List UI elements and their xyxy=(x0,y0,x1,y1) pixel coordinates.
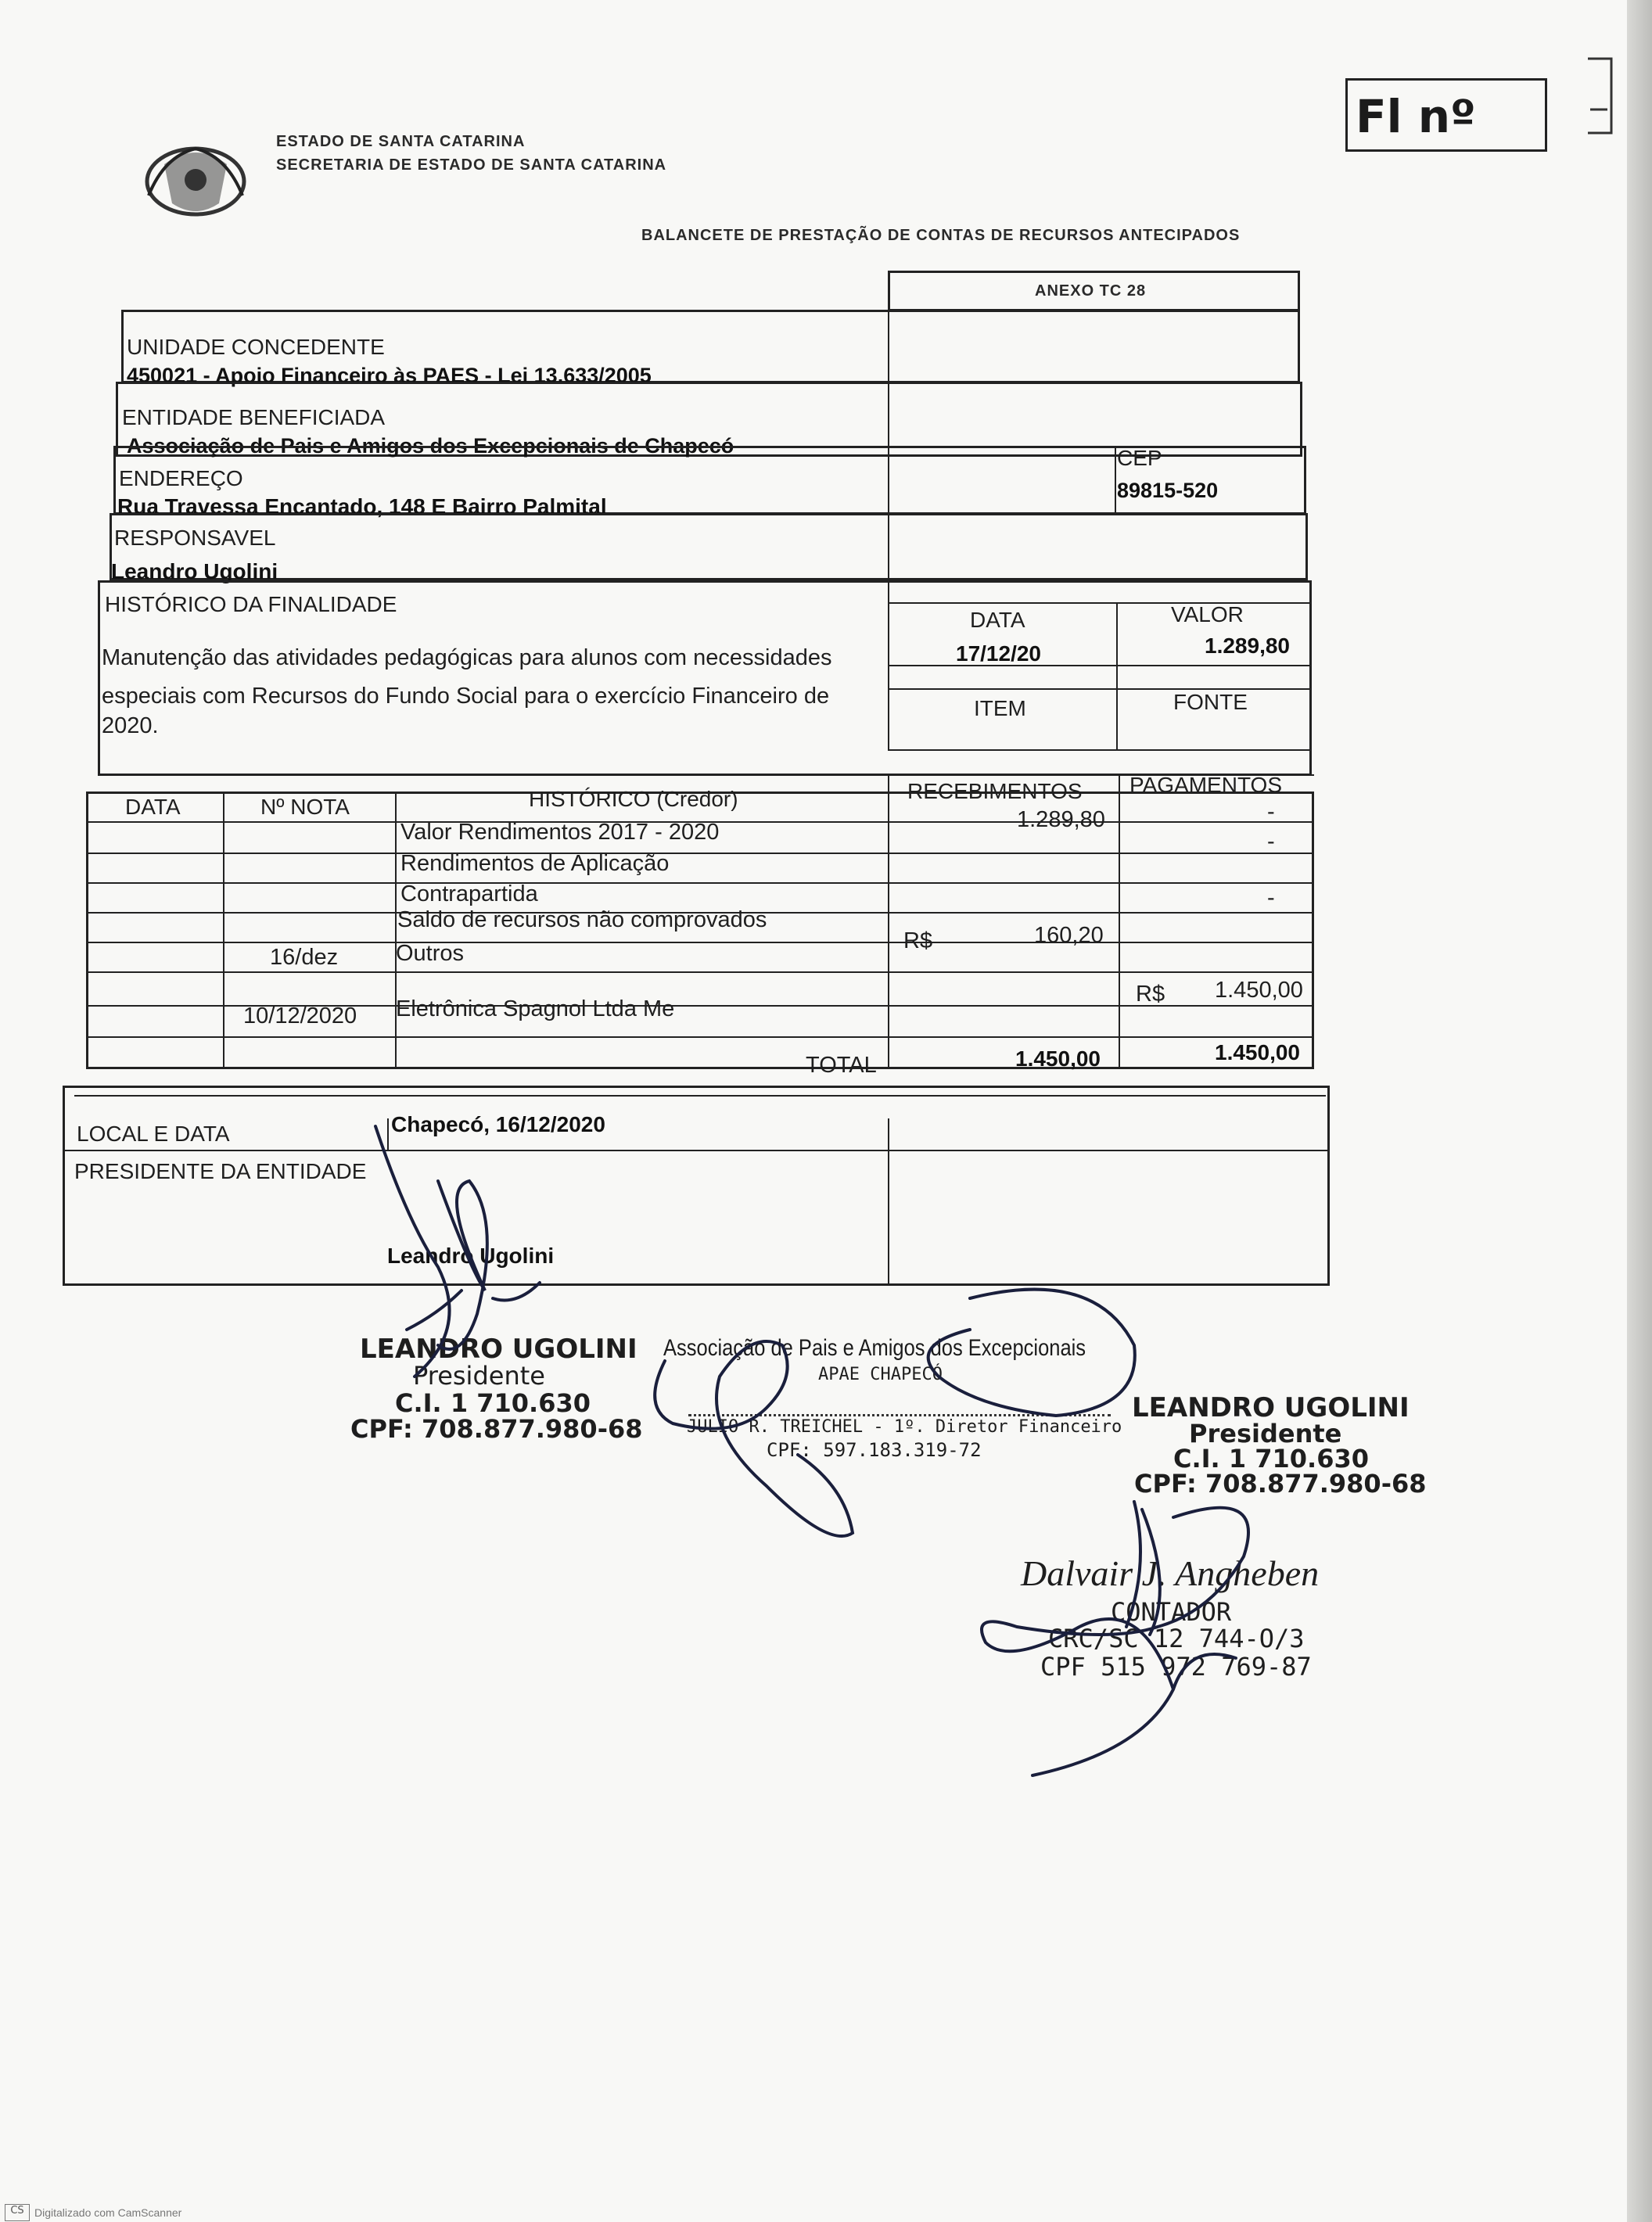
secretariat-name: SECRETARIA DE ESTADO DE SANTA CATARINA xyxy=(276,156,667,174)
endereco-label: ENDEREÇO xyxy=(119,466,243,490)
table-row-2-historico: Rendimentos de Aplicação xyxy=(400,851,670,876)
table-row-6-pagamentos: 1.450,00 xyxy=(1215,978,1303,1003)
contador-name: Dalvair J. Angheben xyxy=(1021,1553,1320,1593)
stamp-middle-abbr: APAE CHAPECÓ xyxy=(818,1365,943,1384)
historico-valor-label: VALOR xyxy=(1171,602,1244,626)
table-row-7-historico: Eletrônica Spagnol Ltda Me xyxy=(396,996,675,1021)
responsavel-value: Leandro Ugolini xyxy=(111,559,278,583)
entidade-label: ENTIDADE BENEFICIADA xyxy=(122,405,386,429)
cep-value: 89815-520 xyxy=(1117,479,1219,502)
cep-label: CEP xyxy=(1117,446,1162,470)
stamp-right-name: LEANDRO UGOLINI xyxy=(1132,1392,1410,1423)
total-recebimentos: 1.450,00 xyxy=(1015,1046,1101,1071)
stamp-left-name: LEANDRO UGOLINI xyxy=(360,1334,637,1365)
contador-role: CONTADOR xyxy=(1111,1597,1232,1627)
stamp-left-role: Presidente xyxy=(413,1361,545,1391)
contador-cpf: CPF 515 972 769-87 xyxy=(1040,1652,1312,1682)
stamp-left-ci: C.I. 1 710.630 xyxy=(395,1388,591,1418)
annex-label: ANEXO TC 28 xyxy=(1035,282,1147,300)
table-row-1-historico: Valor Rendimentos 2017 - 2020 xyxy=(400,820,720,845)
historico-label: HISTÓRICO DA FINALIDADE xyxy=(105,592,397,616)
unidade-label: UNIDADE CONCEDENTE xyxy=(127,335,385,359)
stamp-right-role: Presidente xyxy=(1189,1419,1342,1448)
col-header-historico: HISTÓRICO (Credor) xyxy=(529,787,738,811)
table-row-4-historico: Saldo de recursos não comprovados xyxy=(397,907,767,932)
presidente-name: Leandro Ugolini xyxy=(387,1244,555,1268)
total-pagamentos: 1.450,00 xyxy=(1215,1040,1300,1064)
presidente-label: PRESIDENTE DA ENTIDADE xyxy=(74,1159,367,1183)
table-row-7-nota: 10/12/2020 xyxy=(243,1003,357,1028)
table-row-5-rec-prefix: R$ xyxy=(903,928,933,953)
table-row-2-pagamentos: - xyxy=(1267,829,1275,854)
stamp-middle-cpf: CPF: 597.183.319-72 xyxy=(767,1439,982,1461)
page-edge xyxy=(1627,0,1652,2222)
stamp-middle-org: Associação de Pais e Amigos dos Excepcionais xyxy=(663,1335,1086,1361)
table-row-5-nota: 16/dez xyxy=(270,945,339,970)
contador-crc: CRC/SC 12 744-O/3 xyxy=(1048,1624,1305,1653)
camscanner-note: Digitalizado com CamScanner xyxy=(34,2206,182,2219)
historico-text-line-1: Manutenção das atividades pedagógicas para alunos com necessidades xyxy=(102,645,832,670)
responsavel-label: RESPONSAVEL xyxy=(114,526,276,550)
table-row-3-historico: Contrapartida xyxy=(400,881,538,906)
stamp-right-ci: C.I. 1 710.630 xyxy=(1173,1444,1369,1474)
col-header-data: DATA xyxy=(125,795,181,819)
col-header-recebimentos: RECEBIMENTOS xyxy=(907,779,1083,803)
unidade-value: 450021 - Apoio Financeiro às PAES - Lei 13.633/2005 xyxy=(127,364,652,387)
stamp-right-cpf: CPF: 708.877.980-68 xyxy=(1134,1469,1427,1499)
table-row-1-pagamentos: - xyxy=(1267,799,1275,824)
historico-item-label: ITEM xyxy=(974,696,1026,720)
historico-valor-value: 1.289,80 xyxy=(1205,634,1290,658)
historico-text-line-2: especiais com Recursos do Fundo Social para o exercício Financeiro de xyxy=(102,684,830,709)
historico-data-value: 17/12/20 xyxy=(956,641,1041,666)
local-value: Chapecó, 16/12/2020 xyxy=(391,1112,605,1136)
col-header-pagamentos: PAGAMENTOS xyxy=(1129,773,1283,797)
local-label: LOCAL E DATA xyxy=(77,1122,230,1146)
historico-text-line-3: 2020. xyxy=(102,713,159,738)
table-row-3-pagamentos: - xyxy=(1267,885,1275,910)
table-row-1-recebimentos: 1.289,80 xyxy=(1017,807,1105,832)
document-title: BALANCETE DE PRESTAÇÃO DE CONTAS DE RECURSOS ANTECIPADOS xyxy=(641,227,1241,244)
table-row-5-historico: Outros xyxy=(396,941,465,966)
table-row-6-pag-prefix: R$ xyxy=(1136,982,1165,1007)
folio-label: Fl nº xyxy=(1356,90,1476,143)
camscanner-logo: CS xyxy=(5,2204,30,2221)
stamp-middle-name: JULIO R. TREICHEL - 1º. Diretor Financeiro xyxy=(687,1417,1122,1437)
endereco-value: Rua Travessa Encantado, 148 E Bairro Palmital xyxy=(117,494,607,519)
col-header-nota: Nº NOTA xyxy=(260,795,350,819)
historico-data-label: DATA xyxy=(970,608,1025,632)
entidade-value: Associação de Pais e Amigos dos Excepcionais de Chapecó xyxy=(127,434,734,458)
total-label: TOTAL xyxy=(806,1053,877,1078)
state-name: ESTADO DE SANTA CATARINA xyxy=(276,133,526,150)
table-row-5-recebimentos: 160,20 xyxy=(1034,923,1104,948)
historico-fonte-label: FONTE xyxy=(1173,690,1248,714)
stamp-left-cpf: CPF: 708.877.980-68 xyxy=(350,1414,643,1444)
